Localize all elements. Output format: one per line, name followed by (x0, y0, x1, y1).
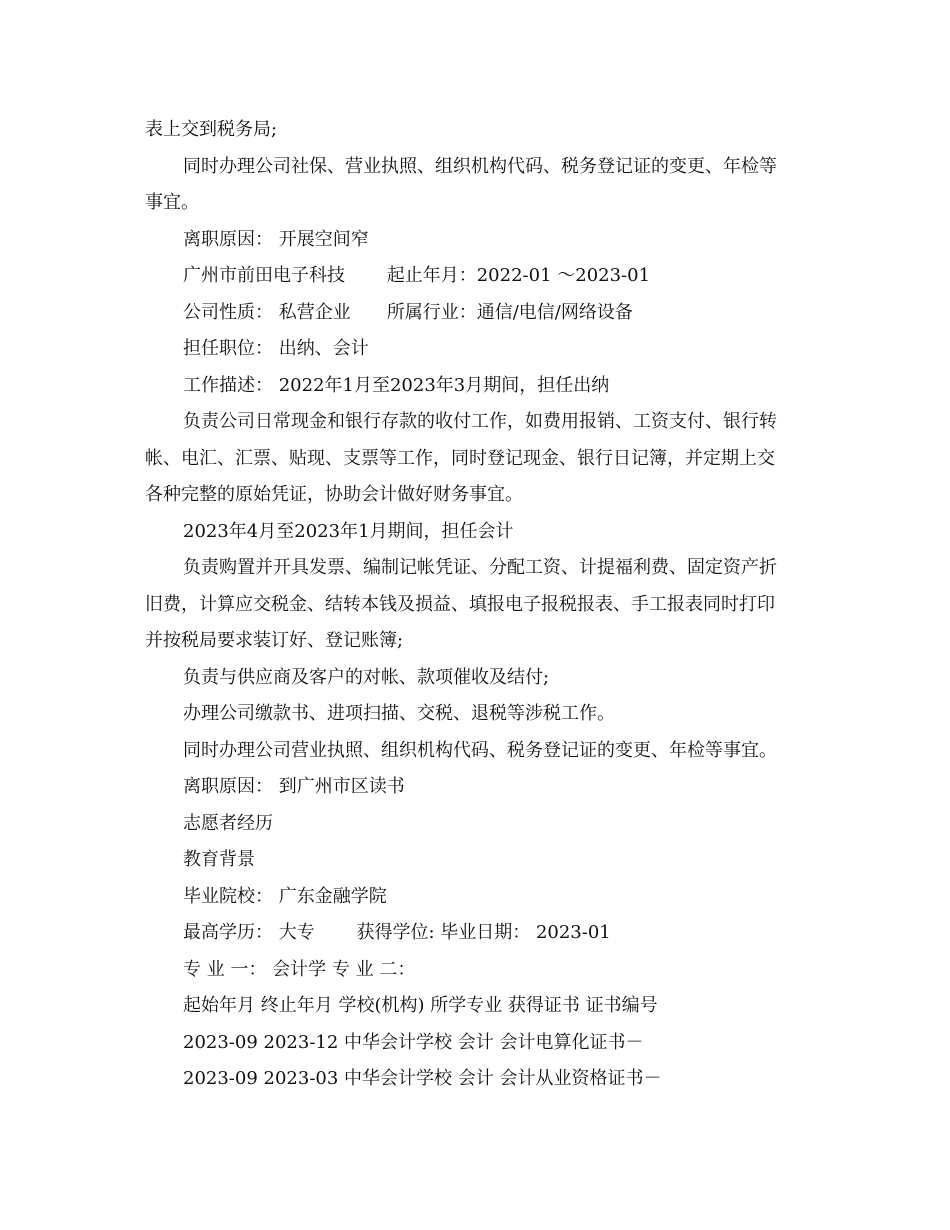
text-line: 负责与供应商及客户的对帐、款项催收及结付; (183, 666, 550, 688)
text-line: 同时办理公司营业执照、组织机构代码、税务登记证的变更、年检等事宜。 (183, 739, 777, 761)
text-line: 毕业院校： 广东金融学院 (183, 885, 387, 907)
text-line: 并按税局要求装订好、登记账簿; (145, 630, 404, 651)
text-line: 工作描述： 2022年1月至2023年3月期间，担任出纳 (183, 374, 610, 396)
text-line: 各种完整的原始凭证，协助会计做好财务事宜。 (145, 484, 523, 505)
text-line: 公司性质： 私营企业 所属行业：通信/电信/网络设备 (183, 301, 633, 323)
text-line: 表上交到税务局; (145, 119, 278, 140)
text-line: 离职原因： 到广州市区读书 (183, 776, 405, 797)
text-line: 负责公司日常现金和银行存款的收付工作，如费用报销、工资支付、银行转 (183, 411, 777, 432)
text-line: 离职原因： 开展空间窄 (183, 228, 369, 250)
text-line: 教育背景 (183, 849, 255, 870)
text-line: 同时办理公司社保、营业执照、组织机构代码、税务登记证的变更、年检等 (183, 155, 777, 177)
text-line: 专 业 一： 会计学 专 业 二： (183, 958, 416, 980)
document-body (145, 112, 805, 1098)
text-line: 担任职位： 出纳、会计 (183, 338, 369, 359)
text-line: 事宜。 (145, 192, 199, 213)
text-line: 旧费，计算应交税金、结转本钱及损益、填报电子报税报表、手工报表同时打印 (145, 593, 775, 615)
text-line: 最高学历： 大专 获得学位: 毕业日期： 2023-01 (183, 922, 611, 943)
text-line: 2023-09 2023-12 中华会计学校 会计 会计电算化证书－ (183, 1031, 644, 1053)
text-line: 起始年月 终止年月 学校(机构) 所学专业 获得证书 证书编号 (183, 995, 658, 1016)
text-line: 办理公司缴款书、进项扫描、交税、退税等涉税工作。 (183, 703, 615, 724)
text-line: 2023年4月至2023年1月期间，担任会计 (183, 520, 514, 542)
text-line: 2023-09 2023-03 中华会计学校 会计 会计从业资格证书－ (183, 1068, 662, 1089)
text-line: 广州市前田电子科技 起止年月：2022-01 ～2023-01 (183, 265, 651, 286)
text-line: 志愿者经历 (183, 812, 273, 834)
text-line: 负责购置并开具发票、编制记帐凭证、分配工资、计提福利费、固定资产折 (183, 557, 777, 578)
text-line: 帐、电汇、汇票、贴现、支票等工作，同时登记现金、银行日记簿，并定期上交 (145, 447, 775, 469)
